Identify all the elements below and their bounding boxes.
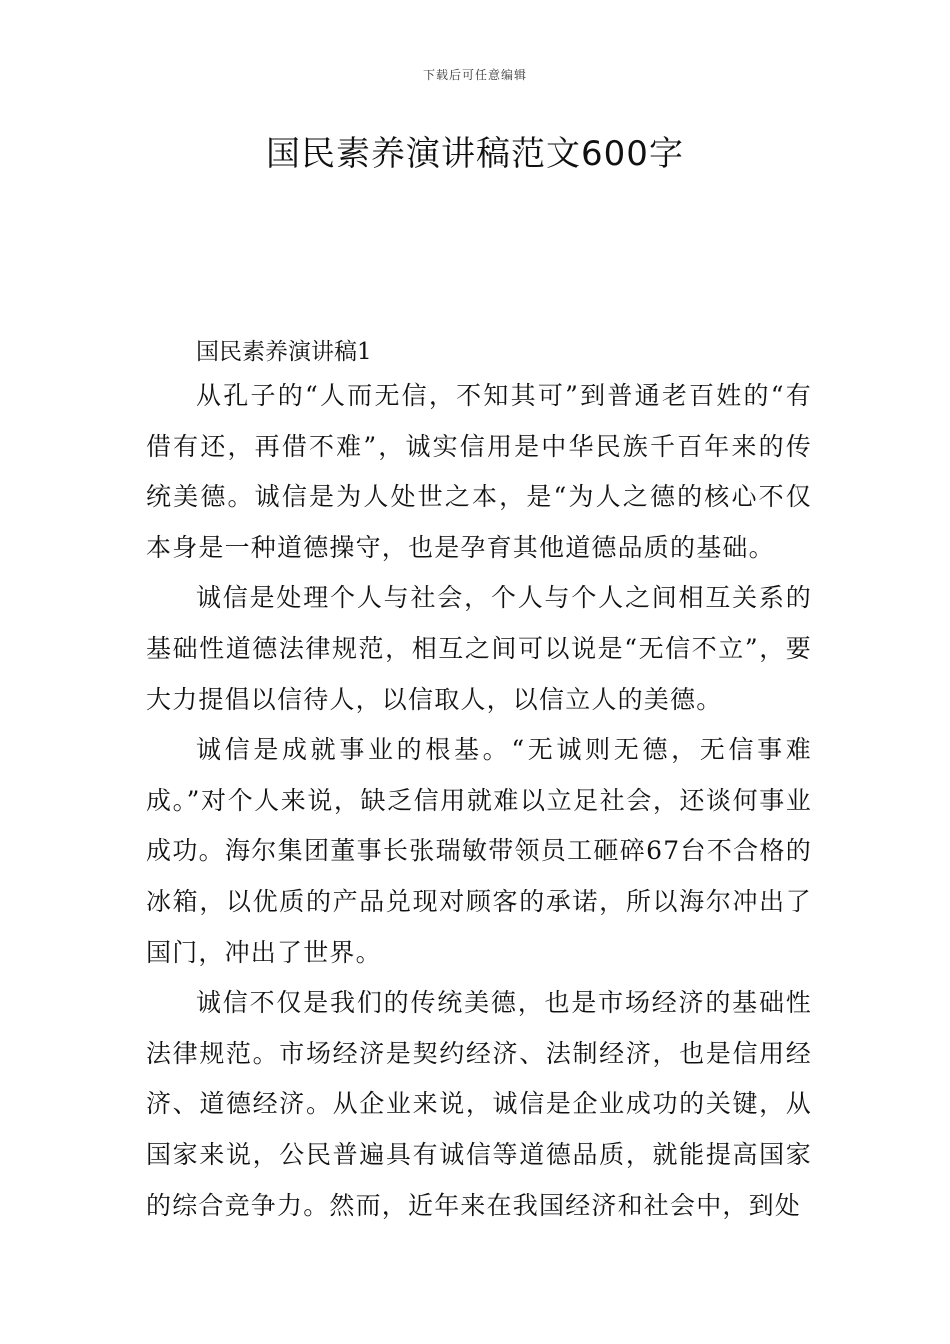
header-note: 下载后可任意编辑 (422, 68, 527, 82)
document-title: 国民素养演讲稿范文600字 (266, 134, 684, 174)
paragraph: 诚信是处理个人与社会，个人与个人之间相互关系的基础性道德法律规范，相互之间可以说是“无信不立”，要大力提倡以信待人，以信取人，以信立人的美德。 (146, 583, 812, 714)
paragraph: 诚信不仅是我们的传统美德，也是市场经济的基础性法律规范。市场经济是契约经济、法制经济，也是信用经济、道德经济。从企业来说，诚信是企业成功的关键，从国家来说，公民普遍具有诚信等道德品质，就能提高国家的综合竞争力。然而，近年来在我国经济和社会中，到处 (146, 988, 812, 1220)
paragraph: 诚信是成就事业的根基。“无诚则无德，无信事难成。”对个人来说，缺乏信用就难以立足社会，还谈何事业成功。海尔集团董事长张瑞敏带领员工砸碎67台不合格的冰箱，以优质的产品兑现对顾客的承诺，所以海尔冲出了国门，冲出了世界。 (146, 735, 812, 967)
section-heading: 国民素养演讲稿1 (196, 339, 372, 365)
paragraph: 从孔子的“人而无信，不知其可”到普通老百姓的“有借有还，再借不难”，诚实信用是中华民族千百年来的传统美德。诚信是为人处世之本，是“为人之德的核心不仅本身是一种道德操守，也是孕育其他道德品质的基础。 (146, 381, 812, 562)
document-body (146, 371, 812, 1231)
